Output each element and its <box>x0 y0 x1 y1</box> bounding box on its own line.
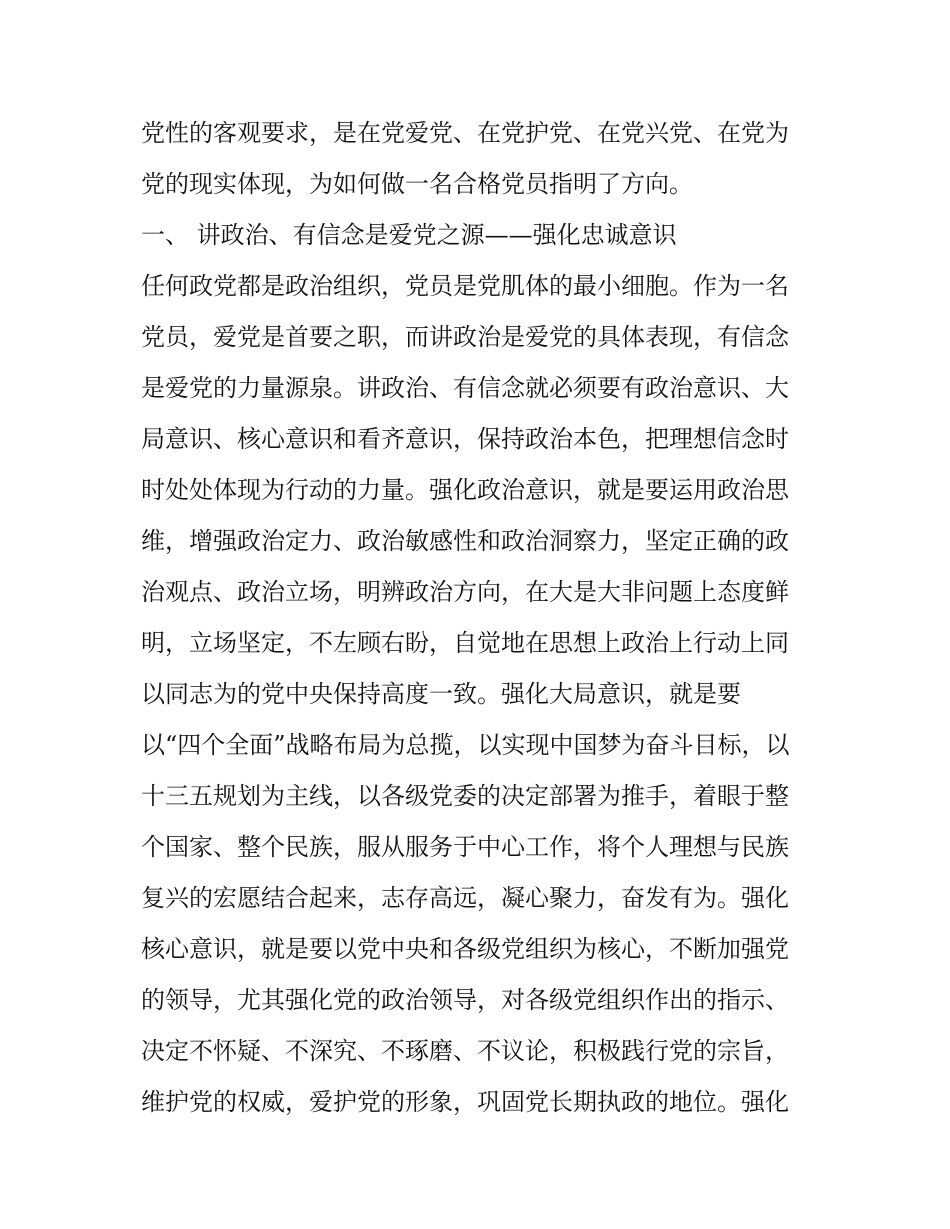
text-line: 核心意识，就是要以党中央和各级党组织为核心，不断加强党 <box>141 935 789 963</box>
text-line: 党的现实体现，为如何做一名合格党员指明了方向。 <box>141 170 693 198</box>
text-line: 维，增强政治定力、政治敏感性和政治洞察力，坚定正确的政 <box>141 527 789 555</box>
text-line: 党性的客观要求，是在党爱党、在党护党、在党兴党、在党为 <box>141 119 789 147</box>
text-line: 以同志为的党中央保持高度一致。强化大局意识，就是要 <box>141 680 741 708</box>
text-line: 的领导，尤其强化党的政治领导，对各级党组织作出的指示、 <box>141 986 789 1014</box>
text-line: 局意识、核心意识和看齐意识，保持政治本色，把理想信念时 <box>141 425 789 453</box>
text-line: 是爱党的力量源泉。讲政治、有信念就必须要有政治意识、大 <box>141 374 789 402</box>
text-line: 维护党的权威，爱护党的形象，巩固党长期执政的地位。强化 <box>141 1088 789 1116</box>
text-line: 决定不怀疑、不深究、不琢磨、不议论，积极践行党的宗旨， <box>141 1037 789 1065</box>
body-text <box>141 108 821 1128</box>
text-line: 党员，爱党是首要之职，而讲政治是爱党的具体表现，有信念 <box>141 323 789 351</box>
text-line: 明，立场坚定，不左顾右盼，自觉地在思想上政治上行动上同 <box>141 629 789 657</box>
text-line: 以“四个全面”战略布局为总揽，以实现中国梦为奋斗目标，以 <box>141 731 790 759</box>
text-line: 时处处体现为行动的力量。强化政治意识，就是要运用政治思 <box>141 476 789 504</box>
text-line: 十三五规划为主线，以各级党委的决定部署为推手，着眼于整 <box>141 782 789 810</box>
text-line: 个国家、整个民族，服从服务于中心工作，将个人理想与民族 <box>141 833 789 861</box>
text-line: 任何政党都是政治组织，党员是党肌体的最小细胞。作为一名 <box>141 272 789 300</box>
text-line: 治观点、政治立场，明辨政治方向，在大是大非问题上态度鲜 <box>141 578 789 606</box>
text-line: 复兴的宏愿结合起来，志存高远，凝心聚力，奋发有为。强化 <box>141 884 789 912</box>
section-heading: 一、 讲政治、有信念是爱党之源——强化忠诚意识 <box>141 221 677 249</box>
